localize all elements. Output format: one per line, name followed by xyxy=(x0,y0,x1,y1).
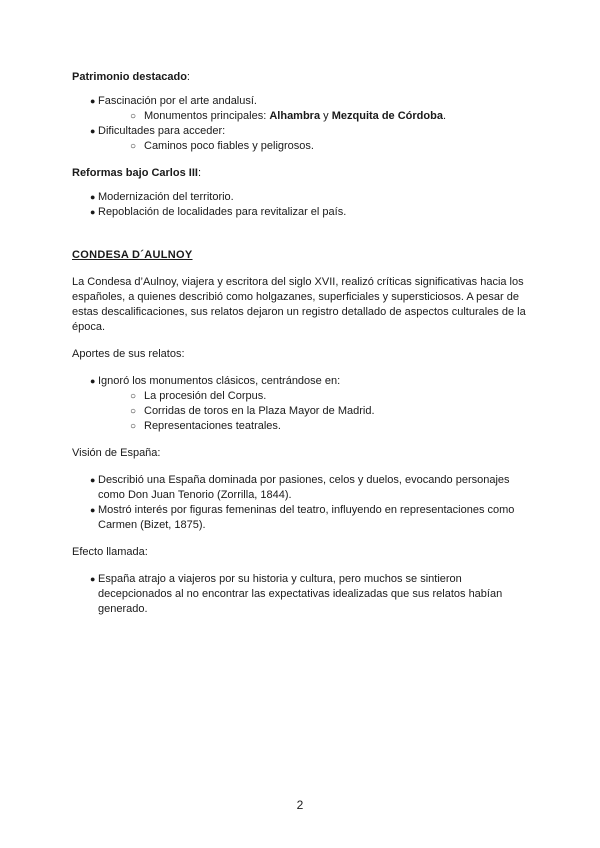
vision-label: Visión de España: xyxy=(72,447,161,459)
list-subitem: ○ Caminos poco fiables y peligrosos. xyxy=(130,140,314,152)
aportes-label: Aportes de sus relatos: xyxy=(72,348,185,360)
list-item: ● Fascinación por el arte andalusí. xyxy=(90,95,257,107)
list-item: ● Modernización del territorio. xyxy=(90,191,234,203)
efecto-label: Efecto llamada: xyxy=(72,546,148,558)
list-subitem: ○ Corridas de toros en la Plaza Mayor de Madrid. xyxy=(130,405,375,417)
list-item: ● Repoblación de localidades para revitalizar el país. xyxy=(90,206,347,218)
bullet-icon: ● xyxy=(90,574,96,584)
list-item: ● Describió una España dominada por pasiones, celos y duelos, evocando personajes como Don Juan Tenorio (Zorrilla, 1844). xyxy=(90,474,510,501)
patrimonio-heading: Patrimonio destacado: xyxy=(72,71,190,83)
reformas-list xyxy=(72,190,532,220)
bullet-icon: ● xyxy=(90,192,96,202)
reformas-heading: Reformas bajo Carlos III: xyxy=(72,167,201,179)
hollow-bullet-icon: ○ xyxy=(130,406,137,417)
bullet-icon: ● xyxy=(90,96,96,106)
condesa-intro: La Condesa d’Aulnoy, viajera y escritora del siglo XVII, realizó críticas significativas hacia los españoles, a quienes describió como holgazanes, superficiales y supersticiosos. A pesar de estas descalificaciones, sus relatos dejaron un registro detallado de aspectos culturales de la época. xyxy=(72,276,526,333)
hollow-bullet-icon: ○ xyxy=(130,391,137,402)
bullet-icon: ● xyxy=(90,207,96,217)
page-number: 2 xyxy=(296,798,304,812)
hollow-bullet-icon: ○ xyxy=(130,141,137,152)
list-item: ● Mostró interés por figuras femeninas del teatro, influyendo en representaciones como Carmen (Bizet, 1875). xyxy=(90,504,515,531)
condesa-heading: CONDESA D´AULNOY xyxy=(72,249,193,261)
vision-list xyxy=(72,473,532,533)
list-item: ● España atrajo a viajeros por su historia y cultura, pero muchos se sintieron decepcionados al no encontrar las expectativas idealizadas que sus relatos habían generado. xyxy=(90,573,503,615)
bullet-icon: ● xyxy=(90,505,96,515)
list-subitem: ○ Representaciones teatrales. xyxy=(130,420,281,432)
list-subitem: ○ Monumentos principales: Alhambra y Mezquita de Córdoba. xyxy=(130,110,447,122)
hollow-bullet-icon: ○ xyxy=(130,421,137,432)
efecto-list xyxy=(72,572,532,617)
aportes-list xyxy=(72,374,532,434)
bullet-icon: ● xyxy=(90,475,96,485)
bullet-icon: ● xyxy=(90,376,96,386)
list-subitem: ○ La procesión del Corpus. xyxy=(130,390,267,402)
list-item: ● Dificultades para acceder: xyxy=(90,125,226,137)
patrimonio-list xyxy=(72,94,532,154)
list-item: ● Ignoró los monumentos clásicos, centrándose en: xyxy=(90,375,341,387)
bullet-icon: ● xyxy=(90,126,96,136)
hollow-bullet-icon: ○ xyxy=(130,111,137,122)
document-page xyxy=(72,70,532,617)
